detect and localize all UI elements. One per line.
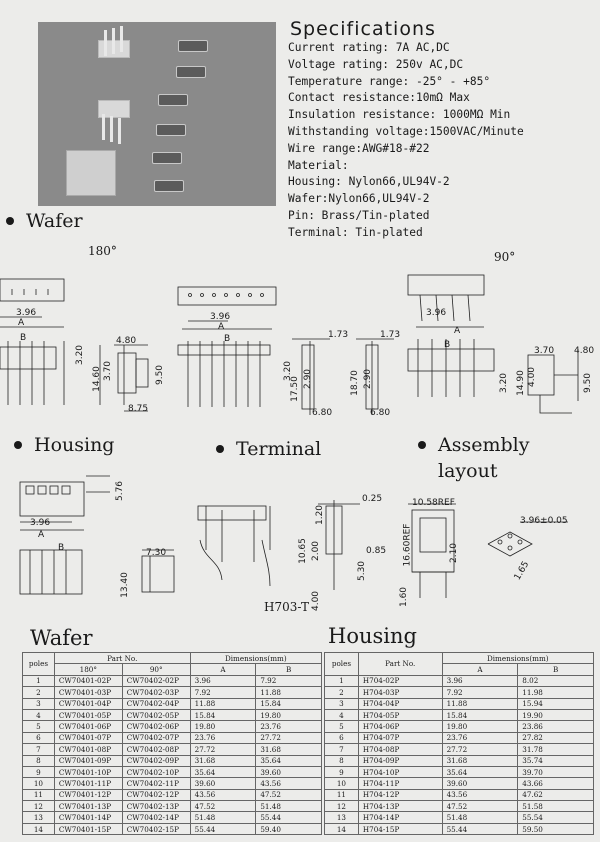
table-cell: 23.76: [442, 732, 518, 743]
spec-line: Pin: Brass/Tin-plated: [288, 208, 430, 222]
table-cell: CW70402-10P: [122, 766, 190, 777]
table-row: [23, 732, 322, 743]
bullet-icon: [418, 441, 426, 449]
table-cell: CW70401-07P: [54, 732, 122, 743]
table-cell: CW70401-09P: [54, 755, 122, 766]
table-cell: H704-08P: [358, 744, 442, 755]
table-cell: 7: [325, 744, 359, 755]
table-cell: CW70401-10P: [54, 766, 122, 777]
dim-2-00: 2.00: [311, 540, 322, 562]
specifications-title: Specifications: [290, 18, 436, 40]
wafer-drawings: [0, 265, 600, 425]
table-cell: CW70401-11P: [54, 778, 122, 789]
table-cell: 51.48: [256, 801, 322, 812]
table-cell: 14: [325, 823, 359, 834]
col-poles: poles: [325, 653, 359, 676]
spec-line: Voltage rating: 250v AC,DC: [288, 57, 464, 71]
table-cell: 6: [325, 732, 359, 743]
table-cell: 9: [325, 766, 359, 777]
bullet-icon: [6, 217, 14, 225]
table-cell: 1: [23, 675, 55, 686]
table-cell: 19.80: [442, 721, 518, 732]
table-cell: H704-02P: [358, 675, 442, 686]
col-dimensions: Dimensions(mm): [442, 653, 593, 664]
spec-line: Housing: Nylon66,UL94V-2: [288, 175, 450, 189]
wafer-table-title: Wafer: [30, 626, 93, 650]
col-poles: poles: [23, 653, 55, 676]
dim-3-96-h: 3.96: [30, 518, 51, 528]
dim-3-20-b: 3.20: [283, 360, 294, 382]
table-cell: 51.58: [518, 801, 594, 812]
col-a: A: [190, 664, 256, 675]
table-cell: 14: [23, 823, 55, 834]
photo-terminal: [176, 66, 206, 78]
terminal-heading-text: Terminal: [236, 438, 322, 460]
dim-a-h: A: [38, 530, 45, 540]
dim-1-73-b: 1.73: [380, 330, 401, 340]
table-cell: 35.64: [190, 766, 256, 777]
table-cell: 8: [325, 755, 359, 766]
table-cell: CW70402-09P: [122, 755, 190, 766]
table-cell: CW70401-12P: [54, 789, 122, 800]
dim-0-25: 0.25: [362, 494, 383, 504]
table-cell: 19.80: [190, 721, 256, 732]
table-cell: 43.56: [442, 789, 518, 800]
product-photo: [38, 22, 276, 206]
dim-5-76: 5.76: [115, 480, 126, 502]
photo-terminal: [154, 180, 184, 192]
table-cell: 3.96: [442, 675, 518, 686]
table-row: [325, 755, 594, 766]
table-cell: 7.92: [190, 687, 256, 698]
table-cell: 13: [23, 812, 55, 823]
table-cell: 43.56: [190, 789, 256, 800]
col-dimensions: Dimensions(mm): [190, 653, 321, 664]
table-cell: H704-05P: [358, 709, 442, 720]
dim-3-96-c: 3.96: [426, 308, 447, 318]
table-cell: 15.94: [518, 698, 594, 709]
spec-line: Wafer:Nylon66,UL94V-2: [288, 192, 430, 206]
col-180: 180°: [54, 664, 122, 675]
table-cell: CW70402-03P: [122, 687, 190, 698]
table-cell: 6: [23, 732, 55, 743]
photo-terminal: [152, 152, 182, 164]
table-cell: 11: [23, 789, 55, 800]
table-cell: CW70402-07P: [122, 732, 190, 743]
assembly-heading-text: Assembly: [438, 434, 530, 456]
table-cell: 47.62: [518, 789, 594, 800]
table-cell: H704-09P: [358, 755, 442, 766]
dim-6-80: 6.80: [312, 408, 333, 418]
table-row: [325, 709, 594, 720]
table-cell: H704-12P: [358, 789, 442, 800]
table-cell: 11.88: [256, 687, 322, 698]
wafer-heading: [6, 210, 83, 232]
table-cell: CW70402-08P: [122, 744, 190, 755]
table-cell: CW70401-05P: [54, 709, 122, 720]
table-cell: CW70401-06P: [54, 721, 122, 732]
table-cell: 11.88: [190, 698, 256, 709]
table-row: [23, 675, 322, 686]
table-cell: 5: [23, 721, 55, 732]
col-a: A: [442, 664, 518, 675]
dim-3-96-b: 3.96: [210, 312, 231, 322]
bullet-icon: [14, 441, 22, 449]
table-cell: 8.02: [518, 675, 594, 686]
table-cell: 39.60: [442, 778, 518, 789]
dim-10-58-ref: 10.58REF: [412, 498, 455, 508]
table-cell: H704-06P: [358, 721, 442, 732]
table-row: [325, 812, 594, 823]
table-cell: CW70401-03P: [54, 687, 122, 698]
table-cell: 2: [23, 687, 55, 698]
table-row: [325, 698, 594, 709]
housing-heading-text: Housing: [34, 434, 115, 456]
dim-b-b: B: [224, 334, 231, 344]
table-cell: 12: [325, 801, 359, 812]
table-cell: CW70401-04P: [54, 698, 122, 709]
table-cell: 1: [325, 675, 359, 686]
table-cell: 27.72: [256, 732, 322, 743]
table-cell: 35.74: [518, 755, 594, 766]
table-cell: CW70402-13P: [122, 801, 190, 812]
table-row: [325, 801, 594, 812]
table-cell: 23.76: [190, 732, 256, 743]
table-cell: H704-11P: [358, 778, 442, 789]
table-cell: 2: [325, 687, 359, 698]
dim-18-70: 18.70: [349, 370, 360, 396]
dim-2-90: 2.90: [303, 368, 314, 390]
col-90: 90°: [122, 664, 190, 675]
table-row: [23, 778, 322, 789]
table-cell: 10: [23, 778, 55, 789]
photo-pin: [120, 26, 123, 52]
table-cell: H704-07P: [358, 732, 442, 743]
spec-line: Material:: [288, 158, 349, 172]
dim-0-85: 0.85: [366, 546, 387, 556]
table-cell: 11: [325, 789, 359, 800]
table-row: [325, 766, 594, 777]
table-cell: 4: [23, 709, 55, 720]
table-cell: 15.84: [442, 709, 518, 720]
table-cell: 5: [325, 721, 359, 732]
table-cell: CW70402-06P: [122, 721, 190, 732]
terminal-code: H703-T: [264, 600, 309, 614]
terminal-heading: [216, 438, 321, 460]
table-cell: 8: [23, 755, 55, 766]
table-row: [23, 801, 322, 812]
housing-heading: [14, 434, 114, 456]
table-cell: H704-10P: [358, 766, 442, 777]
photo-terminal: [178, 40, 208, 52]
dim-3-70-c: 3.70: [534, 346, 555, 356]
table-cell: CW70402-04P: [122, 698, 190, 709]
col-part-no: Part No.: [54, 653, 190, 664]
dim-9-50-c: 9.50: [583, 372, 594, 394]
table-row: [23, 789, 322, 800]
dim-8-75: 8.75: [128, 404, 149, 414]
dim-17-50: 17.50: [289, 376, 300, 402]
table-cell: 4: [325, 709, 359, 720]
dim-6-80-b: 6.80: [370, 408, 391, 418]
dim-2-10: 2.10: [449, 542, 460, 564]
dim-7-30: 7.30: [146, 548, 167, 558]
dim-16-60-ref: 16.60REF: [402, 523, 413, 567]
dim-4-80: 4.80: [116, 336, 137, 346]
col-b: B: [256, 664, 322, 675]
table-row: [23, 744, 322, 755]
spec-line: Current rating: 7A AC,DC: [288, 41, 450, 54]
table-cell: 3: [23, 698, 55, 709]
dim-5-30: 5.30: [357, 560, 368, 582]
table-cell: 7: [23, 744, 55, 755]
dim-10-65: 10.65: [297, 538, 308, 564]
table-cell: CW70402-12P: [122, 789, 190, 800]
dim-b: B: [20, 333, 27, 343]
table-row: [325, 789, 594, 800]
table-cell: 7.92: [256, 675, 322, 686]
photo-pin: [104, 30, 107, 56]
table-cell: 3.96: [190, 675, 256, 686]
table-cell: 13: [325, 812, 359, 823]
table-cell: CW70401-14P: [54, 812, 122, 823]
photo-pin: [110, 116, 113, 142]
table-row: [325, 823, 594, 834]
table-cell: 27.82: [518, 732, 594, 743]
table-cell: 43.56: [256, 778, 322, 789]
table-cell: 31.78: [518, 744, 594, 755]
table-cell: 31.68: [442, 755, 518, 766]
spec-line: Temperature range: -25° - +85°: [288, 74, 491, 88]
table-cell: 59.50: [518, 823, 594, 834]
table-cell: 11.88: [442, 698, 518, 709]
table-cell: 27.72: [442, 744, 518, 755]
table-cell: 23.86: [518, 721, 594, 732]
wafer-heading-text: Wafer: [26, 210, 83, 232]
table-row: [325, 732, 594, 743]
table-cell: 11.98: [518, 687, 594, 698]
table-cell: 19.90: [518, 709, 594, 720]
table-cell: 47.52: [442, 801, 518, 812]
col-part-no: Part No.: [358, 653, 442, 676]
table-row: [23, 687, 322, 698]
dim-9-50: 9.50: [155, 364, 166, 386]
housing-table: [324, 652, 594, 835]
table-row: [23, 709, 322, 720]
table-cell: CW70402-02P: [122, 675, 190, 686]
table-cell: 7.92: [442, 687, 518, 698]
table-cell: 51.48: [442, 812, 518, 823]
table-cell: H704-15P: [358, 823, 442, 834]
table-cell: 35.64: [256, 755, 322, 766]
table-cell: CW70401-02P: [54, 675, 122, 686]
table-row: [23, 698, 322, 709]
dim-2-90-b: 2.90: [363, 368, 374, 390]
col-b: B: [518, 664, 594, 675]
dim-3-20-c: 3.20: [499, 372, 510, 394]
dim-14-90: 14.90: [515, 370, 526, 396]
dim-3-96: 3.96: [16, 308, 37, 318]
photo-pin: [118, 118, 121, 144]
housing-table-title: Housing: [328, 624, 417, 648]
dim-3-96-tol: 3.96±0.05: [520, 516, 568, 526]
table-cell: 15.84: [190, 709, 256, 720]
table-cell: CW70402-15P: [122, 823, 190, 834]
spec-line: Withstanding voltage:1500VAC/Minute: [288, 124, 524, 138]
table-row: [23, 812, 322, 823]
table-row: [23, 823, 322, 834]
table-cell: 39.60: [190, 778, 256, 789]
assembly-heading: [418, 434, 529, 456]
table-cell: 55.44: [256, 812, 322, 823]
table-cell: H704-03P: [358, 687, 442, 698]
dim-3-70: 3.70: [103, 360, 114, 382]
specifications-list: [288, 40, 524, 242]
table-cell: CW70401-13P: [54, 801, 122, 812]
spec-line: Terminal: Tin-plated: [288, 225, 423, 239]
table-cell: CW70401-08P: [54, 744, 122, 755]
table-cell: 3: [325, 698, 359, 709]
dim-a-b: A: [218, 322, 225, 332]
table-cell: 23.76: [256, 721, 322, 732]
table-cell: H704-04P: [358, 698, 442, 709]
dim-a: A: [18, 318, 25, 328]
dim-13-40: 13.40: [119, 572, 130, 598]
bullet-icon: [216, 445, 224, 453]
angle-180-label: 180°: [88, 244, 117, 258]
table-cell: CW70402-14P: [122, 812, 190, 823]
spec-line: Contact resistance:10mΩ Max: [288, 91, 470, 105]
angle-90-label: 90°: [494, 250, 516, 264]
table-cell: 10: [325, 778, 359, 789]
dim-3-20: 3.20: [75, 344, 86, 366]
table-cell: CW70401-15P: [54, 823, 122, 834]
photo-pin: [112, 28, 115, 54]
table-cell: H704-14P: [358, 812, 442, 823]
table-row: [23, 721, 322, 732]
table-cell: 9: [23, 766, 55, 777]
dim-4-00-t: 4.00: [311, 590, 322, 612]
table-cell: 12: [23, 801, 55, 812]
dim-4-80-c: 4.80: [574, 346, 595, 356]
table-cell: 15.84: [256, 698, 322, 709]
table-cell: 47.52: [256, 789, 322, 800]
table-row: [325, 778, 594, 789]
table-row: [23, 766, 322, 777]
table-cell: 51.48: [190, 812, 256, 823]
wafer-table: [22, 652, 322, 835]
table-cell: H704-13P: [358, 801, 442, 812]
table-cell: 55.44: [442, 823, 518, 834]
table-cell: 31.68: [190, 755, 256, 766]
photo-pin: [102, 114, 105, 140]
dim-a-c: A: [454, 326, 461, 336]
table-row: [325, 721, 594, 732]
assembly-heading-line2: layout: [438, 460, 498, 482]
dim-4-00: 4.00: [527, 366, 538, 388]
photo-housing: [66, 150, 116, 196]
table-cell: 47.52: [190, 801, 256, 812]
table-cell: 39.60: [256, 766, 322, 777]
spec-line: Insulation resistance: 1000MΩ Min: [288, 108, 511, 122]
dim-1-65: 1.65: [512, 559, 532, 583]
table-cell: 39.70: [518, 766, 594, 777]
table-cell: 27.72: [190, 744, 256, 755]
table-cell: 55.54: [518, 812, 594, 823]
dim-14-60: 14.60: [91, 366, 102, 392]
table-cell: 35.64: [442, 766, 518, 777]
table-cell: 31.68: [256, 744, 322, 755]
table-cell: 19.80: [256, 709, 322, 720]
table-cell: 43.66: [518, 778, 594, 789]
table-row: [23, 755, 322, 766]
table-cell: 55.44: [190, 823, 256, 834]
dim-1-73: 1.73: [328, 330, 349, 340]
table-row: [325, 675, 594, 686]
photo-terminal: [156, 124, 186, 136]
dim-b-c: B: [444, 340, 451, 350]
spec-line: Wire range:AWG#18-#22: [288, 141, 430, 155]
dim-1-20: 1.20: [315, 504, 326, 526]
table-row: [325, 687, 594, 698]
photo-terminal: [158, 94, 188, 106]
dim-b-h: B: [58, 543, 65, 553]
table-cell: CW70402-05P: [122, 709, 190, 720]
dim-1-60: 1.60: [399, 586, 410, 608]
table-row: [325, 744, 594, 755]
table-cell: 59.40: [256, 823, 322, 834]
table-cell: CW70402-11P: [122, 778, 190, 789]
